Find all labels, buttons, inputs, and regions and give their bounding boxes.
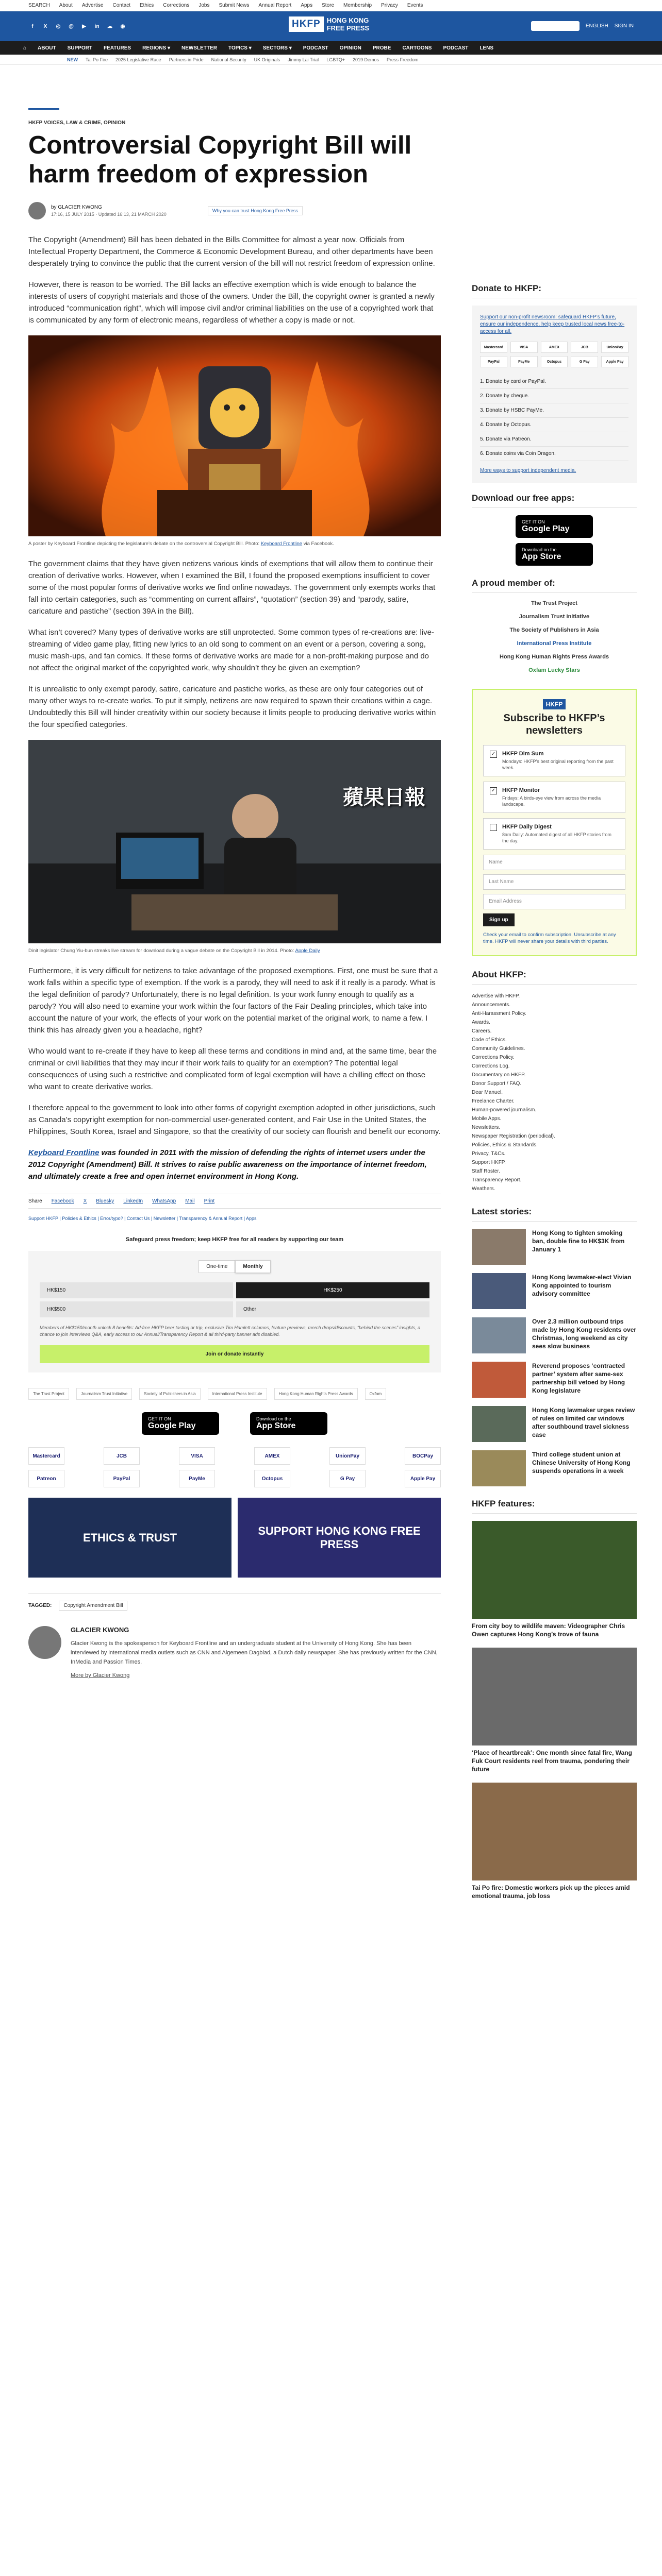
- donate-link[interactable]: Support our non-profit newsroom: safeguard HKFP’s future, ensure our independence, help keep trusted local news free-to-access for all.: [480, 314, 625, 334]
- payment-logo: Apple Pay: [601, 356, 628, 367]
- payment-logo: AMEX: [254, 1447, 290, 1465]
- article-title: Controversial Copyright Bill will harm freedom of expression: [28, 131, 412, 188]
- trending-link[interactable]: National Security: [211, 57, 246, 62]
- story-thumbnail[interactable]: [472, 1273, 526, 1309]
- payment-logo: Octopus: [254, 1470, 290, 1487]
- payment-logo: Mastercard: [28, 1447, 64, 1465]
- about-link[interactable]: Code of Ethics.: [472, 1037, 507, 1043]
- more-ways-link[interactable]: More ways to support independent media.: [480, 468, 576, 473]
- utility-bar: [0, 0, 662, 11]
- story-thumbnail[interactable]: [472, 1229, 526, 1265]
- about-link[interactable]: Human-powered journalism.: [472, 1107, 537, 1113]
- newsletter-note: Check your email to confirm subscription. Unsubscribe at any time. HKFP will never share your details with third parties.: [483, 932, 616, 944]
- checkbox[interactable]: ✓: [490, 751, 497, 758]
- share-print[interactable]: Print: [204, 1198, 215, 1204]
- member-logo[interactable]: The Society of Publishers in Asia: [509, 627, 599, 633]
- payment-logo: G Pay: [571, 356, 598, 367]
- about-link[interactable]: Advertise with HKFP.: [472, 993, 520, 999]
- about-link[interactable]: Corrections Policy.: [472, 1055, 515, 1060]
- story-item[interactable]: Reverend proposes ‘contracted partner’ system after same-sex partnership bill vetoed by Hong Kong legislature: [472, 1362, 637, 1398]
- nav-item[interactable]: SECTORS ▾: [262, 45, 292, 51]
- paragraph: The government claims that they have given netizens various kinds of exemptions that will allow them to continue their creation of derivative works. However, when I examined the Bill, I found the proposed exemptions insufficient to cover some of the most popular forms of derivative works we find online nowadays. The government only exempts works that fall into certain categories, such as “commenting on current affairs”, “quotation” (section 39) and “parody, satire, caricature and pastiche” (section 39A in the Bill).: [28, 560, 436, 616]
- about-title: About HKFP:: [472, 970, 637, 985]
- story-thumbnail[interactable]: [472, 1406, 526, 1442]
- linkedin-icon[interactable]: in: [94, 23, 100, 29]
- ethics-banner[interactable]: ETHICS & TRUST: [28, 1498, 231, 1578]
- topbar-link[interactable]: Apps: [301, 3, 313, 8]
- app-store-button[interactable]: Download on the App Store: [516, 543, 593, 566]
- trending-link[interactable]: 2025 Legislative Race: [115, 57, 161, 62]
- app-store-button[interactable]: Download on the App Store: [250, 1412, 327, 1435]
- poster-image: [28, 335, 441, 536]
- image-caption: Dinit legislator Chung Yiu-bun streaks live stream for download during a vague debate on the Copyright Bill in 2014. Photo: Apple Daily: [28, 948, 320, 954]
- payment-logos: [28, 1447, 441, 1465]
- topbar-link[interactable]: Jobs: [198, 3, 210, 8]
- sidebar: [472, 283, 637, 1909]
- member-title: A proud member of:: [472, 578, 637, 593]
- share-bluesky[interactable]: Bluesky: [96, 1198, 114, 1204]
- share-label: Share: [28, 1198, 42, 1204]
- paragraph: I therefore appeal to the government to look into other forms of copyright exemption adopted in other jurisdictions, such as Canada’s copyright exemption for non-commercial user-generated content, and Fair Use in the United States, the Philippines, South Korea, Israel and Singapore, so that the creativity of our society can flourish and benefit our economy.: [28, 1104, 441, 1136]
- about-link[interactable]: Privacy, T&Cs.: [472, 1151, 506, 1157]
- payment-logo: AMEX: [541, 342, 568, 353]
- google-play-button[interactable]: GET IT ON Google Play: [142, 1412, 219, 1435]
- amount-option-selected[interactable]: HK$250: [236, 1282, 429, 1298]
- feature-link[interactable]: From city boy to wildlife maven: Videographer Chris Owen captures Hong Kong’s trove of fauna: [472, 1622, 625, 1638]
- author-note: Keyboard Frontline was founded in 2011 with the mission of defending the rights of internet users under the 2012 Copyright (Amendment) Bill. It strives to raise public awareness on the importance of internet freedom, and ultimately create a free and open internet environment in Hong Kong.: [28, 1148, 427, 1181]
- topbar-link[interactable]: Submit News: [219, 3, 250, 8]
- feature-link[interactable]: ‘Place of heartbreak’: One month since fatal fire, Wang Fuk Court residents reel from trauma, pondering their future: [472, 1749, 632, 1773]
- trust-logo[interactable]: International Press Institute: [208, 1388, 267, 1400]
- nav-item[interactable]: PROBE: [372, 45, 391, 51]
- article: [28, 108, 441, 1690]
- about-link[interactable]: Awards.: [472, 1020, 490, 1025]
- signup-button[interactable]: Sign up: [483, 913, 515, 926]
- about-link[interactable]: Mobile Apps.: [472, 1116, 502, 1122]
- main-nav: [0, 41, 662, 55]
- donate-panel: [472, 306, 637, 483]
- caption-link[interactable]: Keyboard Frontline: [260, 541, 303, 547]
- trust-logos: [28, 1388, 441, 1400]
- trending-link[interactable]: Tai Po Fire: [86, 57, 108, 62]
- join-button[interactable]: Join or donate instantly: [40, 1345, 429, 1363]
- photo-watermark: 蘋果日報: [343, 786, 425, 809]
- nav-item[interactable]: FEATURES: [103, 45, 131, 51]
- masthead: [0, 11, 662, 41]
- donate-heading: Safeguard press freedom; keep HKFP free for all readers by supporting our team: [125, 1236, 344, 1243]
- newsletter-option[interactable]: ✓ HKFP Dim Sum Mondays: HKFP’s best original reporting from the past week.: [483, 745, 625, 776]
- nav-item[interactable]: PODCAST: [303, 45, 328, 51]
- about-list: [472, 992, 637, 1193]
- topbar-link[interactable]: Events: [407, 3, 423, 8]
- about-link[interactable]: Weathers.: [472, 1186, 495, 1192]
- promo-banners: [28, 1498, 441, 1578]
- author-bio: Glacier Kwong is the spokesperson for Keyboard Frontline and an undergraduate student at the University of Hong Kong. She has been interviewed by international media outlets such as CNN and Algemeen Dagblad, a Dutch daily newspaper. She has previously written for the CNN, InMedia and Passion Times.: [71, 1640, 438, 1665]
- google-play-button[interactable]: GET IT ON Google Play: [516, 515, 593, 538]
- social-links: [28, 22, 127, 30]
- trending-link[interactable]: Press Freedom: [386, 57, 419, 62]
- story-item[interactable]: Third college student union at Chinese University of Hong Kong suspends operations in a week: [472, 1450, 637, 1486]
- x-icon[interactable]: X: [43, 23, 47, 29]
- trending-link[interactable]: UK Originals: [254, 57, 280, 62]
- payment-logos: [28, 1470, 441, 1487]
- story-item[interactable]: Over 2.3 million outbound trips made by Hong Kong residents over Christmas, long weekend as city sees slow business: [472, 1317, 637, 1353]
- fire-poster-illustration: [28, 335, 441, 536]
- topbar-link[interactable]: Privacy: [381, 3, 398, 8]
- facebook-icon[interactable]: f: [31, 23, 34, 29]
- features-list: [472, 1521, 637, 1900]
- about-link[interactable]: Donor Support / FAQ.: [472, 1081, 522, 1087]
- home-icon[interactable]: ⌂: [23, 45, 27, 51]
- author-avatar[interactable]: [28, 1626, 61, 1659]
- paragraph: However, there is reason to be worried. The Bill lacks an effective exemption which is wide enough to balance the interests of users of copyright materials and those of the owners. Under the Bill, the copyright owner is granted a newly introduced “communication right”, which will impose civil and/or criminal liabilities on the use of a copyrighted work that is communicated by any form of electronic means, regardless of whether a copy is made or not.: [28, 280, 435, 325]
- trust-logo[interactable]: Hong Kong Human Rights Press Awards: [274, 1388, 358, 1400]
- tab-monthly[interactable]: Monthly: [235, 1260, 270, 1273]
- payment-logo: G Pay: [329, 1470, 366, 1487]
- newsletter-option[interactable]: ✓ HKFP Monitor Fridays: A birds-eye view from across the media landscape.: [483, 782, 625, 813]
- bluesky-icon[interactable]: ☁: [107, 23, 112, 29]
- member-logo[interactable]: The Trust Project: [531, 600, 577, 606]
- payment-logo: PayPal: [104, 1470, 140, 1487]
- language-switch[interactable]: ENGLISH: [585, 23, 608, 29]
- about-link[interactable]: Freelance Charter.: [472, 1098, 515, 1104]
- about-link[interactable]: Documentary on HKFP.: [472, 1072, 526, 1078]
- donate-method[interactable]: 1. Donate by card or PayPal.: [480, 375, 628, 389]
- share-linkedin[interactable]: LinkedIn: [123, 1198, 143, 1204]
- nav-item[interactable]: ABOUT: [38, 45, 56, 51]
- trust-logo[interactable]: Journalism Trust Initiative: [76, 1388, 132, 1400]
- donate-method[interactable]: 2. Donate by cheque.: [480, 389, 628, 403]
- nav-item[interactable]: OPINION: [339, 45, 361, 51]
- trending-label: NEW: [67, 57, 78, 62]
- name-field[interactable]: Name: [483, 855, 625, 870]
- nav-item[interactable]: PODCAST: [443, 45, 469, 51]
- checkbox[interactable]: ✓: [490, 787, 497, 794]
- donate-title: Donate to HKFP:: [472, 283, 637, 298]
- tag-link[interactable]: Copyright Amendment Bill: [59, 1601, 127, 1611]
- payment-logo: Apple Pay: [405, 1470, 441, 1487]
- newsletter-logo: HKFP: [543, 699, 566, 709]
- trust-logo[interactable]: The Trust Project: [28, 1388, 69, 1400]
- tags: [28, 1593, 441, 1611]
- donate-method[interactable]: 6. Donate coins via Coin Dragon.: [480, 447, 628, 461]
- topbar-link[interactable]: SEARCH: [28, 3, 50, 8]
- app-buttons: [28, 1412, 441, 1435]
- about-link[interactable]: Careers.: [472, 1028, 492, 1034]
- topbar-link[interactable]: Ethics: [139, 3, 154, 8]
- amount-option[interactable]: HK$500: [40, 1301, 233, 1317]
- latest-list: [472, 1229, 637, 1486]
- payment-logo: JCB: [571, 342, 598, 353]
- nav-item[interactable]: LENS: [479, 45, 494, 51]
- trending-link[interactable]: 2019 Demos: [352, 57, 379, 62]
- share-whatsapp[interactable]: WhatsApp: [152, 1198, 176, 1204]
- topbar-link[interactable]: Annual Report: [258, 3, 292, 8]
- legislator-photo: [28, 740, 441, 943]
- trust-logo[interactable]: Oxfam: [365, 1388, 387, 1400]
- trust-logo[interactable]: Society of Publishers in Asia: [139, 1388, 201, 1400]
- latest-title: Latest stories:: [472, 1207, 637, 1222]
- about-link[interactable]: Dear Manuel.: [472, 1090, 503, 1095]
- payment-logo: VISA: [510, 342, 538, 353]
- avatar[interactable]: [28, 202, 46, 219]
- trending-bar: [0, 55, 662, 65]
- trending-link[interactable]: LGBTQ+: [326, 57, 345, 62]
- publish-date: 17:16, 15 JULY 2015 · Updated 16:13, 21 MARCH 2020: [51, 212, 167, 217]
- feature-image[interactable]: [472, 1783, 637, 1880]
- divider: [28, 108, 59, 110]
- topbar-link[interactable]: About: [59, 3, 73, 8]
- payment-logo: Mastercard: [480, 342, 507, 353]
- donate-method[interactable]: 4. Donate by Octopus.: [480, 418, 628, 432]
- story-item[interactable]: Hong Kong lawmaker urges review of rules on limited car windows after southbound travel sickness case: [472, 1406, 637, 1442]
- topbar-link[interactable]: Store: [322, 3, 335, 8]
- about-link[interactable]: Newsletters.: [472, 1125, 501, 1130]
- story-thumbnail[interactable]: [472, 1450, 526, 1486]
- author-name[interactable]: GLACIER KWONG: [71, 1626, 129, 1634]
- about-link[interactable]: Policies, Ethics & Standards.: [472, 1142, 538, 1148]
- payment-logo: PayPal: [480, 356, 507, 367]
- trust-link[interactable]: Why you can trust Hong Kong Free Press: [208, 206, 303, 215]
- features-title: HKFP features:: [472, 1499, 637, 1514]
- nav-item[interactable]: SUPPORT: [67, 45, 92, 51]
- tab-one-time[interactable]: One-time: [198, 1260, 235, 1273]
- about-link[interactable]: Corrections Log.: [472, 1063, 510, 1069]
- keyboard-frontline-link[interactable]: Keyboard Frontline: [28, 1148, 100, 1157]
- payment-logo: Octopus: [541, 356, 568, 367]
- payment-logo: UnionPay: [601, 342, 628, 353]
- image-caption: A poster by Keyboard Frontline depicting the legislature’s debate on the controversial Copyright Bill. Photo: Keyboard Frontline via Facebook.: [28, 541, 334, 547]
- legislature-photo: [28, 740, 441, 943]
- feature-image[interactable]: [472, 1648, 637, 1745]
- author-link[interactable]: by GLACIER KWONG: [51, 205, 102, 210]
- share-mail[interactable]: Mail: [185, 1198, 195, 1204]
- newsletter-option[interactable]: HKFP Daily Digest 8am Daily: Automated digest of all HKFP stories from the day.: [483, 818, 625, 850]
- last-name-field[interactable]: Last Name: [483, 874, 625, 890]
- paragraph: Who would want to re-create if they have to keep all these terms and conditions in mind and, at the same time, bear the criminal or civil liabilities that they may incur if their work fails to qualify for an exemption? The potential legal consequences of using such a restrictive and complicated form of legal exemption will have a chilling effect on those who want to create derivative works.: [28, 1047, 437, 1091]
- support-button[interactable]: SUPPORT HKFP: [531, 21, 580, 31]
- story-item[interactable]: Hong Kong lawmaker-elect Vivian Kong appointed to tourism advisory committee: [472, 1273, 637, 1309]
- amount-option[interactable]: HK$150: [40, 1282, 233, 1298]
- share-x[interactable]: X: [83, 1198, 87, 1204]
- payment-logo: Patreon: [28, 1470, 64, 1487]
- member-logo[interactable]: Hong Kong Human Rights Press Awards: [499, 654, 609, 660]
- trending-link[interactable]: Jimmy Lai Trial: [288, 57, 319, 62]
- story-thumbnail[interactable]: [472, 1317, 526, 1353]
- nav-item[interactable]: NEWSLETTER: [181, 45, 217, 51]
- payment-logo: UnionPay: [329, 1447, 366, 1465]
- rss-icon[interactable]: ◉: [120, 23, 125, 29]
- youtube-icon[interactable]: ▶: [82, 23, 86, 29]
- byline: [28, 202, 441, 219]
- about-link[interactable]: Announcements.: [472, 1002, 511, 1008]
- about-link[interactable]: Community Guidelines.: [472, 1046, 525, 1052]
- topbar-link[interactable]: Membership: [343, 3, 372, 8]
- paragraph: What isn’t covered? Many types of derivative works are still unprotected. Some common types of re-creations are: live-streaming of video game play, fitting new lyrics to an old song to comment on an event or a person, covering a song, music mash-ups, and fan comics. If these forms of derivative works are made for a non-profit-making purpose and do not affect the original market of the copyrighted work, why shouldn’t they be given an exemption?: [28, 628, 434, 672]
- about-link[interactable]: Transparency Report.: [472, 1177, 522, 1183]
- share-facebook[interactable]: Facebook: [51, 1198, 74, 1204]
- payment-logo: VISA: [179, 1447, 215, 1465]
- apps-title: Download our free apps:: [472, 493, 637, 508]
- payment-logo: PayMe: [510, 356, 538, 367]
- support-banner[interactable]: SUPPORT HONG KONG FREE PRESS: [238, 1498, 441, 1578]
- donate-widget: [28, 1251, 441, 1372]
- nav-item[interactable]: CARTOONS: [402, 45, 432, 51]
- payment-logo: BOCPay: [405, 1447, 441, 1465]
- feature-image[interactable]: [472, 1521, 637, 1619]
- topbar-link[interactable]: Advertise: [81, 3, 104, 8]
- topbar-link[interactable]: Contact: [112, 3, 130, 8]
- feature-link[interactable]: Tai Po fire: Domestic workers pick up the pieces amid emotional trauma, job loss: [472, 1884, 630, 1900]
- member-logo[interactable]: Journalism Trust Initiative: [519, 614, 590, 620]
- nav-item[interactable]: REGIONS ▾: [142, 45, 171, 51]
- about-link[interactable]: Newspaper Registration (periodical).: [472, 1133, 555, 1139]
- threads-icon[interactable]: @: [69, 23, 74, 29]
- article-categories[interactable]: HKFP VOICES, LAW & CRIME, OPINION: [28, 120, 126, 126]
- about-link[interactable]: Staff Roster.: [472, 1168, 500, 1174]
- caption-link[interactable]: Apple Daily: [295, 948, 320, 954]
- sign-in-link[interactable]: SIGN IN: [614, 23, 634, 29]
- newsletter-title: Subscribe to HKFP’s newsletters: [503, 713, 605, 736]
- email-field[interactable]: Email Address: [483, 894, 625, 909]
- story-item[interactable]: Hong Kong to tighten smoking ban, double fine to HK$3K from January 1: [472, 1229, 637, 1265]
- instagram-icon[interactable]: ◎: [56, 23, 61, 29]
- donate-method[interactable]: 3. Donate by HSBC PayMe.: [480, 403, 628, 418]
- tags-label: TAGGED:: [28, 1603, 52, 1608]
- paragraph: Furthermore, it is very difficult for netizens to take advantage of the proposed exemptions. First, one must be sure that a work falls within a specific type of exemption. If the work is a parody, they will need to ask if it really is a parody. What is the legal definition of parody? Unfortunately, there is no legal definition. Is your work funny enough to qualify as a parody? You will also need to examine your work within the four factors of the Fair Dealing principles, which take into account the nature of your work, the effects of your work on the potential market of the original work, to name a few. I think this has already given you a headache, right?: [28, 967, 438, 1035]
- amount-option[interactable]: Other: [236, 1301, 429, 1317]
- author-box: [28, 1626, 441, 1690]
- about-link[interactable]: Support HKFP.: [472, 1160, 506, 1165]
- payment-logo: JCB: [104, 1447, 140, 1465]
- checkbox[interactable]: [490, 824, 497, 831]
- paragraph: The Copyright (Amendment) Bill has been debated in the Bills Committee for almost a year now. Officials from Intellectual Property Department, the Commerce & Economic Development Bureau, and other departments have been desperately trying to convince the public that the current version of the bill will not restrict freedom of expression online.: [28, 235, 435, 268]
- site-logo[interactable]: HKFP HONG KONG FREE PRESS: [289, 16, 369, 32]
- nav-item[interactable]: TOPICS ▾: [228, 45, 252, 51]
- payment-logo: PayMe: [179, 1470, 215, 1487]
- topbar-link[interactable]: Corrections: [163, 3, 190, 8]
- member-logo[interactable]: Oxfam Lucky Stars: [528, 667, 580, 673]
- paragraph: It is unrealistic to only exempt parody, satire, caricature and pastiche works, as these are only four categories out of many other ways to re-create works. To put it simply, netizens are now required to spawn their creations within a cage. Undoubtedly this Bill will hinder creativity within our society because it limits people to producing derivative works within the four specified categories.: [28, 685, 436, 729]
- trending-link[interactable]: Partners in Pride: [169, 57, 204, 62]
- about-link[interactable]: Anti-Harassment Policy.: [472, 1011, 526, 1016]
- more-by-author-link[interactable]: More by Glacier Kwong: [71, 1672, 130, 1679]
- member-logo[interactable]: International Press Institute: [517, 640, 592, 647]
- share-bar: [28, 1194, 441, 1209]
- newsletter-box: [472, 689, 637, 956]
- donate-method[interactable]: 5. Donate via Patreon.: [480, 432, 628, 447]
- membership-note: Members of HK$150/month unlock 8 benefits: Ad-free HKFP beer tasting or trip, exclusive Tim Hamlett columns, feature previews, merch drops/discounts, “behind the scenes” insights, a chance to join interviews Q&A, early access to our Annual/Transparency Report & all third-party banner ads disabled.: [40, 1325, 421, 1337]
- article-footer-links[interactable]: Support HKFP | Policies & Ethics | Error/typo? | Contact Us | Newsletter | Transparency & Annual Report | Apps: [28, 1216, 257, 1221]
- story-thumbnail[interactable]: [472, 1362, 526, 1398]
